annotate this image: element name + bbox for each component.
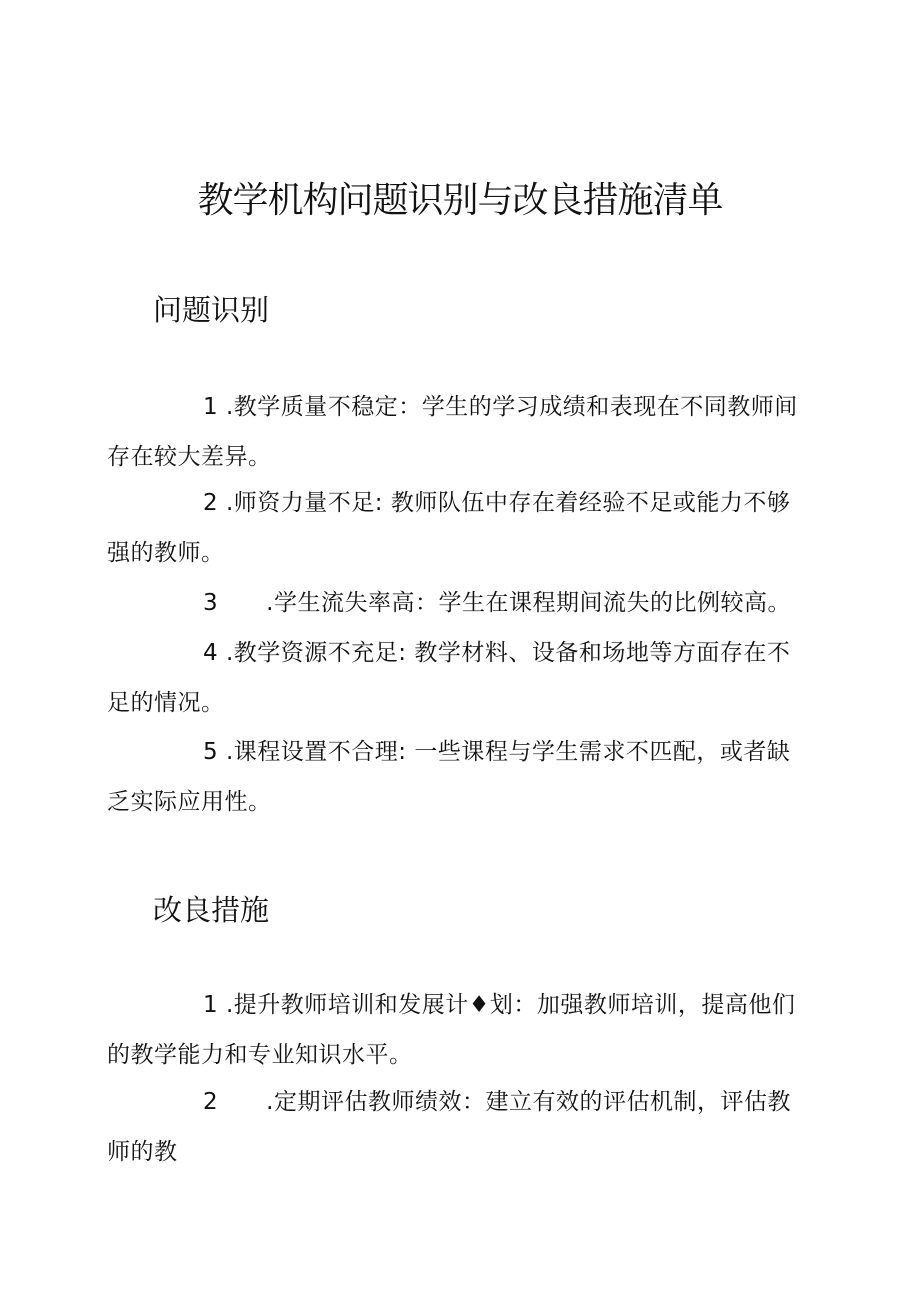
improvement-item-1 [107, 980, 810, 1080]
item-text: .定期评估教师绩效：建立有效的评估机制，评估教师的教 [107, 1089, 791, 1165]
item-text: .学生流失率高：学生在课程期间流失的比例较高。 [266, 590, 791, 616]
item-number: 4 [203, 640, 219, 666]
problem-item-3 [107, 578, 810, 628]
item-text: .教学资源不充足: 教学材料、设备和场地等方面存在不足的情况。 [107, 640, 791, 716]
item-number: 1 [203, 394, 219, 420]
item-text: .课程设置不合理: 一些课程与学生需求不匹配，或者缺乏实际应用性。 [107, 739, 791, 815]
problem-item-2 [107, 478, 810, 578]
item-number: 2 [203, 490, 219, 516]
improvement-item-2 [107, 1077, 810, 1177]
problem-item-4 [107, 628, 810, 728]
section-heading-problems: 问题识别 [153, 293, 270, 327]
item-text: .师资力量不足: 教师队伍中存在着经验不足或能力不够强的教师。 [107, 490, 791, 566]
problem-item-5 [107, 727, 810, 827]
problem-item-1 [107, 382, 810, 482]
item-text: .提升教师培训和发展计♦划：加强教师培训，提高他们的教学能力和专业知识水平。 [107, 992, 796, 1068]
document-title: 教学机构问题识别与改良措施清单 [197, 180, 723, 221]
item-number: 1 [203, 992, 219, 1018]
item-number: 3 [203, 590, 219, 616]
item-text: .教学质量不稳定：学生的学习成绩和表现在不同教师间存在较大差异。 [107, 394, 798, 470]
item-number: 5 [203, 739, 219, 765]
section-heading-improvements: 改良措施 [153, 893, 270, 927]
item-number: 2 [203, 1089, 219, 1115]
